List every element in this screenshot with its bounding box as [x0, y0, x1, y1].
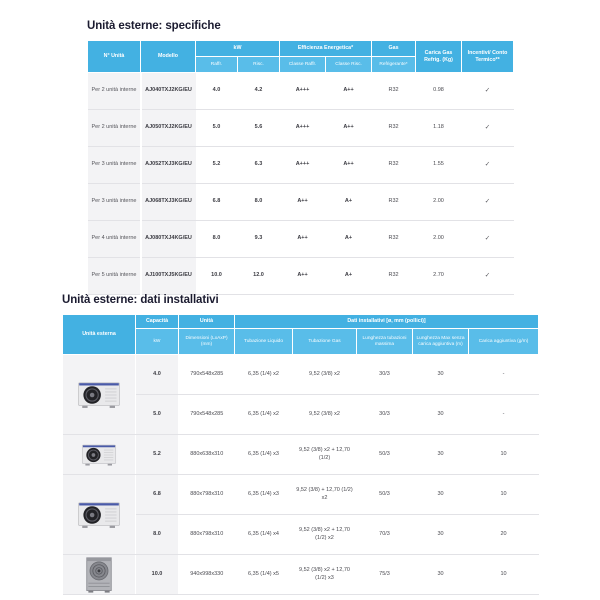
classe-risc-cell: A++ — [326, 147, 372, 184]
col-header-modello: Modello — [141, 41, 196, 73]
gas-cell: R32 — [372, 258, 416, 295]
col-group-kw: kW — [196, 41, 280, 57]
dimensioni-cell: 880x798x310 — [179, 515, 235, 555]
tubazione-gas-cell: 9,52 (3/8) x2 — [293, 395, 357, 435]
col-subheader-lunghezza-massima: Lunghezza tubazioni massima — [357, 329, 413, 355]
section-dati-installativi — [62, 294, 539, 595]
dimensioni-cell: 790x548x285 — [179, 395, 235, 435]
dimensioni-cell: 940x998x330 — [179, 555, 235, 595]
lunghezza-senza-carica-cell: 30 — [413, 515, 469, 555]
dimensioni-cell: 880x798x310 — [179, 475, 235, 515]
dimensioni-cell: 790x548x285 — [179, 355, 235, 395]
gas-cell: R32 — [372, 184, 416, 221]
modello-cell: AJ052TXJ3KG/EU — [141, 147, 196, 184]
col-subheader-carica-aggiuntiva: Carica aggiuntiva (g/m) — [469, 329, 539, 355]
capacita-cell: 4.0 — [136, 355, 179, 395]
check-icon: ✓ — [462, 147, 514, 184]
kw-risc-cell: 5.6 — [238, 110, 280, 147]
kw-risc-cell: 12.0 — [238, 258, 280, 295]
outdoor-unit-side-image — [76, 499, 122, 531]
install-row-10-0 — [63, 555, 539, 595]
n-unita-cell: Per 5 unità interne — [88, 258, 141, 295]
n-unita-cell: Per 3 unità interne — [88, 147, 141, 184]
tubazione-liquido-cell: 6,35 (1/4) x2 — [235, 395, 293, 435]
col-subheader-dimensioni: Dimensioni (LxAxP)(mm) — [179, 329, 235, 355]
carica-cell: 1.18 — [416, 110, 462, 147]
spec-row-aj052 — [88, 147, 514, 184]
col-header-n-unita: N° Unità — [88, 41, 141, 73]
lunghezza-senza-carica-cell: 30 — [413, 435, 469, 475]
lunghezza-cell: 50/3 — [357, 475, 413, 515]
col-subheader-kw: kW — [136, 329, 179, 355]
carica-cell: 2.70 — [416, 258, 462, 295]
capacita-cell: 6.8 — [136, 475, 179, 515]
modello-cell: AJ040TXJ2KG/EU — [141, 73, 196, 110]
col-group-capacita: Capacità — [136, 315, 179, 329]
outdoor-unit-photo — [63, 475, 136, 555]
outdoor-unit-photo — [63, 555, 136, 595]
n-unita-cell: Per 2 unità interne — [88, 110, 141, 147]
col-group-efficienza: Efficienza Energetica* — [280, 41, 372, 57]
capacita-cell: 5.2 — [136, 435, 179, 475]
dati-installativi-table — [62, 314, 539, 595]
classe-risc-cell: A++ — [326, 73, 372, 110]
outdoor-unit-photo — [63, 435, 136, 475]
tubazione-gas-cell: 9,52 (3/8) + 12,70 (1/2) x2 — [293, 475, 357, 515]
specifiche-table — [87, 40, 514, 295]
tubazione-liquido-cell: 6,35 (1/4) x3 — [235, 435, 293, 475]
tubazione-liquido-cell: 6,35 (1/4) x3 — [235, 475, 293, 515]
carica-cell: 1.55 — [416, 147, 462, 184]
gas-cell: R32 — [372, 147, 416, 184]
kw-risc-cell: 6.3 — [238, 147, 280, 184]
carica-aggiuntiva-cell: 10 — [469, 475, 539, 515]
carica-cell: 2.00 — [416, 221, 462, 258]
lunghezza-cell: 70/3 — [357, 515, 413, 555]
classe-raffr-cell: A+++ — [280, 110, 326, 147]
kw-raffr-cell: 6.8 — [196, 184, 238, 221]
outdoor-unit-front-image — [82, 557, 116, 593]
outdoor-unit-side-image — [76, 379, 122, 411]
spec-row-aj068 — [88, 184, 514, 221]
tubazione-gas-cell: 9,52 (3/8) x2 + 12,70 (1/2) x3 — [293, 555, 357, 595]
carica-cell: 0.98 — [416, 73, 462, 110]
kw-risc-cell: 9.3 — [238, 221, 280, 258]
capacita-cell: 5.0 — [136, 395, 179, 435]
col-subheader-tubazione-liquido: Tubazione Liquido — [235, 329, 293, 355]
modello-cell: AJ050TXJ2KG/EU — [141, 110, 196, 147]
kw-raffr-cell: 5.2 — [196, 147, 238, 184]
lunghezza-cell: 30/3 — [357, 355, 413, 395]
capacita-cell: 10.0 — [136, 555, 179, 595]
col-subheader-lunghezza-senza-carica: Lunghezza Max senza carica aggiuntiva (m) — [413, 329, 469, 355]
tubazione-gas-cell: 9,52 (3/8) x2 — [293, 355, 357, 395]
kw-raffr-cell: 5.0 — [196, 110, 238, 147]
carica-aggiuntiva-cell: - — [469, 395, 539, 435]
tubazione-liquido-cell: 6,35 (1/4) x4 — [235, 515, 293, 555]
carica-aggiuntiva-cell: - — [469, 355, 539, 395]
lunghezza-senza-carica-cell: 30 — [413, 395, 469, 435]
col-group-gas: Gas — [372, 41, 416, 57]
lunghezza-cell: 75/3 — [357, 555, 413, 595]
lunghezza-senza-carica-cell: 30 — [413, 555, 469, 595]
modello-cell: AJ100TXJ5KG/EU — [141, 258, 196, 295]
install-row-6-8 — [63, 475, 539, 515]
tubazione-liquido-cell: 6,35 (1/4) x5 — [235, 555, 293, 595]
gas-cell: R32 — [372, 110, 416, 147]
section-specifiche — [87, 20, 514, 295]
section-title-dati-installativi: Unità esterne: dati installativi — [62, 294, 219, 306]
check-icon: ✓ — [462, 73, 514, 110]
modello-cell: AJ068TXJ3KG/EU — [141, 184, 196, 221]
dimensioni-cell: 880x638x310 — [179, 435, 235, 475]
spec-row-aj080 — [88, 221, 514, 258]
modello-cell: AJ080TXJ4KG/EU — [141, 221, 196, 258]
col-subheader-refrigerante: Refrigerante* — [372, 57, 416, 73]
col-subheader-kw-raffr: Raffr. — [196, 57, 238, 73]
kw-raffr-cell: 8.0 — [196, 221, 238, 258]
classe-raffr-cell: A++ — [280, 221, 326, 258]
kw-risc-cell: 8.0 — [238, 184, 280, 221]
kw-raffr-cell: 10.0 — [196, 258, 238, 295]
n-unita-cell: Per 3 unità interne — [88, 184, 141, 221]
col-header-carica-gas: Carica Gas Refrig. (Kg) — [416, 41, 462, 73]
section-title-specifiche: Unità esterne: specifiche — [87, 20, 221, 32]
classe-raffr-cell: A++ — [280, 184, 326, 221]
gas-cell: R32 — [372, 221, 416, 258]
kw-risc-cell: 4.2 — [238, 73, 280, 110]
carica-aggiuntiva-cell: 20 — [469, 515, 539, 555]
outdoor-unit-photo — [63, 355, 136, 435]
tubazione-liquido-cell: 6,35 (1/4) x2 — [235, 355, 293, 395]
install-row-4-0 — [63, 355, 539, 395]
install-row-5-2 — [63, 435, 539, 475]
col-subheader-kw-risc: Risc. — [238, 57, 280, 73]
classe-risc-cell: A+ — [326, 258, 372, 295]
col-group-dati-installativi: Dati installativi [ø, mm (pollici)] — [235, 315, 539, 329]
n-unita-cell: Per 4 unità interne — [88, 221, 141, 258]
spec-row-aj050 — [88, 110, 514, 147]
check-icon: ✓ — [462, 110, 514, 147]
kw-raffr-cell: 4.0 — [196, 73, 238, 110]
gas-cell: R32 — [372, 73, 416, 110]
lunghezza-senza-carica-cell: 30 — [413, 475, 469, 515]
classe-risc-cell: A+ — [326, 221, 372, 258]
tubazione-gas-cell: 9,52 (3/8) x2 + 12,70 (1/2) — [293, 435, 357, 475]
carica-cell: 2.00 — [416, 184, 462, 221]
check-icon: ✓ — [462, 221, 514, 258]
tubazione-gas-cell: 9,52 (3/8) x2 + 12,70 (1/2) x2 — [293, 515, 357, 555]
lunghezza-cell: 50/3 — [357, 435, 413, 475]
col-group-unita: Unità — [179, 315, 235, 329]
carica-aggiuntiva-cell: 10 — [469, 435, 539, 475]
capacita-cell: 8.0 — [136, 515, 179, 555]
classe-raffr-cell: A+++ — [280, 147, 326, 184]
col-subheader-classe-raffr: Classe Raffr. — [280, 57, 326, 73]
col-header-incentivi: Incentivi/ Conto Termico** — [462, 41, 514, 73]
carica-aggiuntiva-cell: 10 — [469, 555, 539, 595]
classe-raffr-cell: A++ — [280, 258, 326, 295]
classe-risc-cell: A++ — [326, 110, 372, 147]
outdoor-unit-side-image — [80, 442, 118, 468]
classe-risc-cell: A+ — [326, 184, 372, 221]
classe-raffr-cell: A+++ — [280, 73, 326, 110]
spec-row-aj100 — [88, 258, 514, 295]
col-subheader-tubazione-gas: Tubazione Gas — [293, 329, 357, 355]
lunghezza-cell: 30/3 — [357, 395, 413, 435]
n-unita-cell: Per 2 unità interne — [88, 73, 141, 110]
check-icon: ✓ — [462, 184, 514, 221]
check-icon: ✓ — [462, 258, 514, 295]
col-header-unita-esterna: Unità esterna — [63, 315, 136, 355]
lunghezza-senza-carica-cell: 30 — [413, 355, 469, 395]
spec-row-aj040 — [88, 73, 514, 110]
col-subheader-classe-risc: Classe Risc. — [326, 57, 372, 73]
